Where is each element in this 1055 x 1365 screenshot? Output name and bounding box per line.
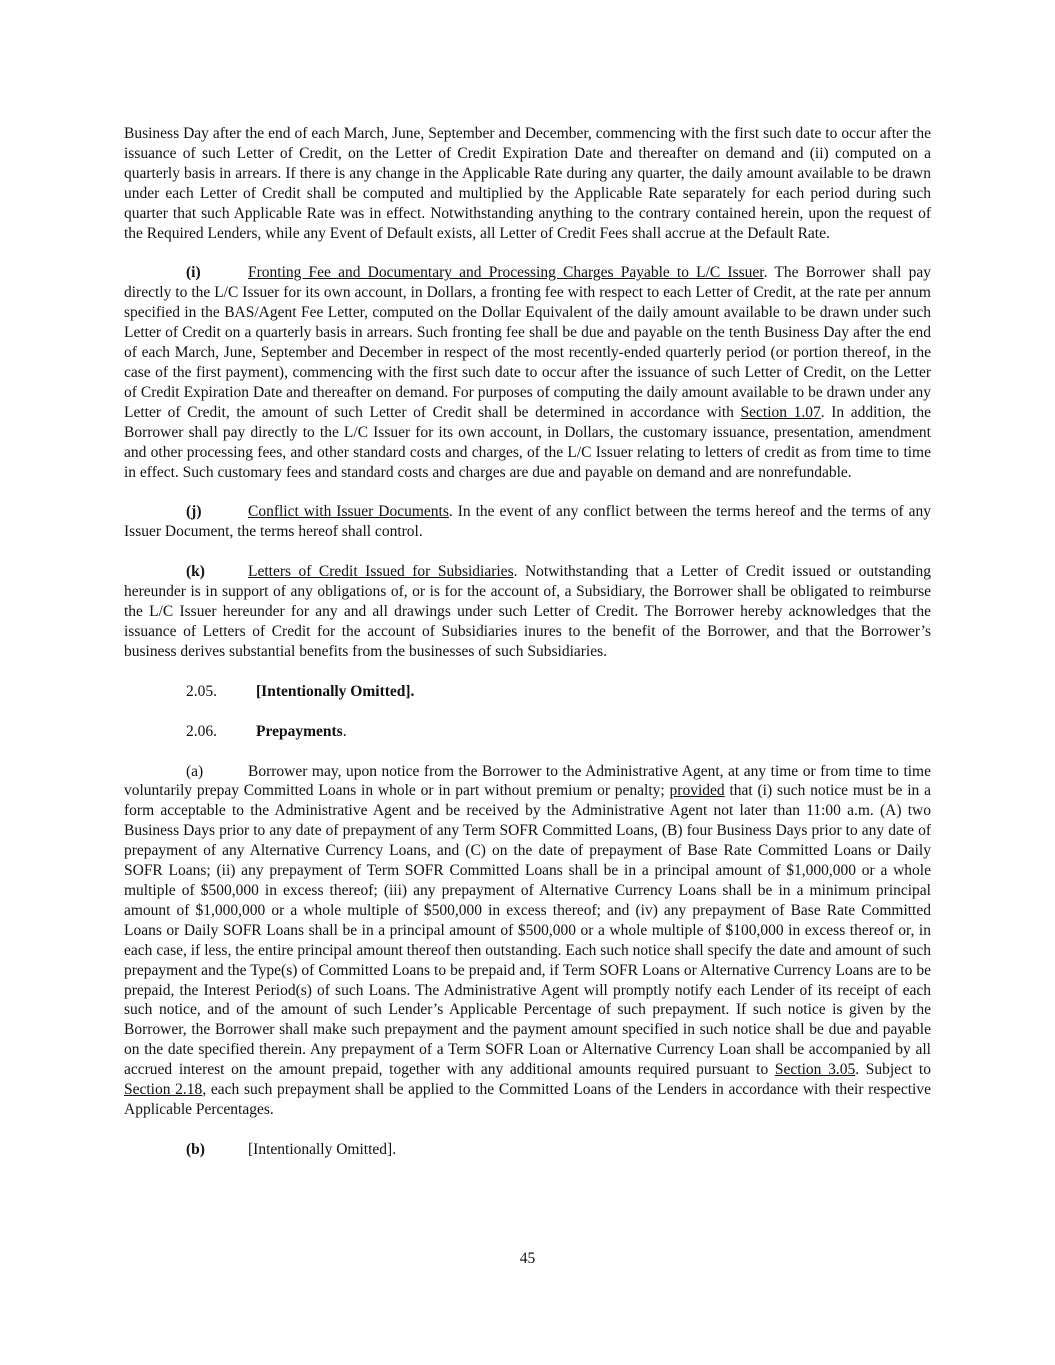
clause-label-j: (j) — [186, 503, 202, 521]
clause-text-a-1: Borrower may, upon notice from the Borrower to the Administrative Agent, at any time or from time to time voluntarily prepay Committed Loans in whole or in part without premium or penalty; — [124, 762, 931, 800]
section-title-2-06: Prepayments — [256, 722, 343, 740]
clause-label-i: (i) — [186, 264, 201, 282]
clause-label-a: (a) — [186, 762, 204, 780]
paragraph-j — [124, 502, 931, 542]
clause-text-i-1: . The Borrower shall pay directly to the L/C Issuer for its own account, in Dollars, a fronting fee with respect to each Letter of Credit, at the rate per annum specified in the BAS/Agent Fee Letter, computed on the Dollar Equivalent of the daily amount available to be drawn under such Letter of Credit on a quarterly basis in arrears. Such fronting fee shall be due and payable on the tenth Business Day after the end of each March, June, September and December in respect of the most recently-ended quarterly period (or portion thereof, in the case of the first payment), commencing with the first such date to occur after the issuance of such Letter of Credit, on the Letter of Credit Expiration Date and thereafter on demand. For purposes of computing the daily amount available to be drawn under any Letter of Credit, the amount of such Letter of Credit shall be determined in accordance with — [124, 264, 931, 421]
section-heading-2-06 — [186, 722, 931, 742]
section-title-2-05: [Intentionally Omitted]. — [256, 682, 415, 700]
clause-label-k: (k) — [186, 563, 205, 581]
clause-text-i-2: . In addition, the Borrower shall pay directly to the L/C Issuer for its own account, in Dollars, the customary issuance, presentation, amendment and other processing fees, and other standard costs and charges, of the L/C Issuer relating to letters of credit as from time to time in effect. Such customary fees and standard costs and charges are due and payable on demand and are nonrefundable. — [124, 403, 931, 481]
section-number-2-06: 2.06. — [186, 722, 217, 740]
paragraph-a — [124, 762, 931, 1120]
section-number-2-05: 2.05. — [186, 682, 217, 700]
provided-term: provided — [669, 782, 725, 800]
clause-label-b: (b) — [186, 1140, 205, 1158]
section-ref-1-07: Section 1.07 — [740, 403, 821, 421]
section-ref-3-05: Section 3.05 — [774, 1061, 856, 1079]
section-title-punct: . — [342, 722, 347, 740]
paragraph-intro: Business Day after the end of each March, June, September and December, commencing with the first such date to occur after the issuance of such Letter of Credit, on the Letter of Credit Expiration Date and thereafter on demand and (ii) computed on a quarterly basis in arrears. If there is any change in the Applicable Rate during any quarter, the daily amount available to be drawn under each Letter of Credit shall be computed and multiplied by the Applicable Rate separately for each period during such quarter that such Applicable Rate was in effect. Notwithstanding anything to the contrary contained herein, upon the request of the Required Lenders, while any Event of Default exists, all Letter of Credit Fees shall accrue at the Default Rate. — [124, 125, 931, 242]
clause-title-k: Letters of Credit Issued for Subsidiaries — [248, 563, 514, 581]
clause-text-k: . Notwithstanding that a Letter of Credit issued or outstanding hereunder is in support of any obligations of, or is for the account of, a Subsidiary, the Borrower shall be obligated to reimburse the L/C Issuer hereunder for any and all drawings under such Letter of Credit. The Borrower hereby acknowledges that the issuance of Letters of Credit for the account of Subsidiaries inures to the benefit of the Borrower, and that the Borrower’s business derives substantial benefits from the businesses of such Subsidiaries. — [124, 563, 932, 660]
clause-title-i: Fronting Fee and Documentary and Processing Charges Payable to L/C Issuer — [248, 264, 764, 282]
clause-text-a-3: . Subject to — [855, 1061, 931, 1079]
clause-text-b: [Intentionally Omitted]. — [248, 1140, 397, 1158]
clause-text-a-2: that (i) such notice must be in a form acceptable to the Administrative Agent and be received by the Administrative Agent not later than 11:00 a.m. (A) two Business Days prior to any date of prepayment of any Term SOFR Committed Loans, (B) four Business Days prior to any date of prepayment of any Alternative Currency Loans, and (C) on the date of prepayment of Base Rate Committed Loans or Daily SOFR Loans; (ii) any prepayment of Term SOFR Committed Loans shall be in a principal amount of $1,000,000 or a whole multiple of $500,000 in excess thereof; (iii) any prepayment of Alternative Currency Loans shall be in a minimum principal amount of $1,000,000 or a whole multiple of $500,000 in excess thereof; and (iv) any prepayment of Base Rate Committed Loans or Daily SOFR Loans shall be in a principal amount of $500,000 or a whole multiple of $100,000 in excess thereof or, in each case, if less, the entire principal amount thereof then outstanding. Each such notice shall specify the date and amount of such prepayment and the Type(s) of Committed Loans to be prepaid and, if Term SOFR Loans or Alternative Currency Loans are to be prepaid, the Interest Period(s) of such Loans. The Administrative Agent will promptly notify each Lender of its receipt of each such notice, and of the amount of such Lender’s Applicable Percentage of such prepayment. If such notice is given by the Borrower, the Borrower shall make such prepayment and the payment amount specified in such notice shall be due and payable on the date specified therein. Any prepayment of a Term SOFR Loan or Alternative Currency Loan shall be accompanied by all accrued interest on the amount prepaid, together with any additional amounts required pursuant to — [124, 782, 931, 1079]
section-heading-2-05 — [186, 682, 931, 702]
clause-text-j: . In the event of any conflict between the terms hereof and the terms of any Issuer Document, the terms hereof shall control. — [124, 503, 931, 541]
page-number: 45 — [519, 1250, 536, 1267]
paragraph-k — [124, 562, 931, 662]
paragraph-b — [124, 1140, 931, 1160]
section-ref-2-18: Section 2.18 — [124, 1081, 203, 1099]
clause-title-j: Conflict with Issuer Documents — [248, 503, 449, 521]
paragraph-i — [124, 263, 931, 482]
clause-text-a-4: , each such prepayment shall be applied to the Committed Loans of the Lenders in accordance with their respective Applicable Percentages. — [124, 1081, 931, 1118]
